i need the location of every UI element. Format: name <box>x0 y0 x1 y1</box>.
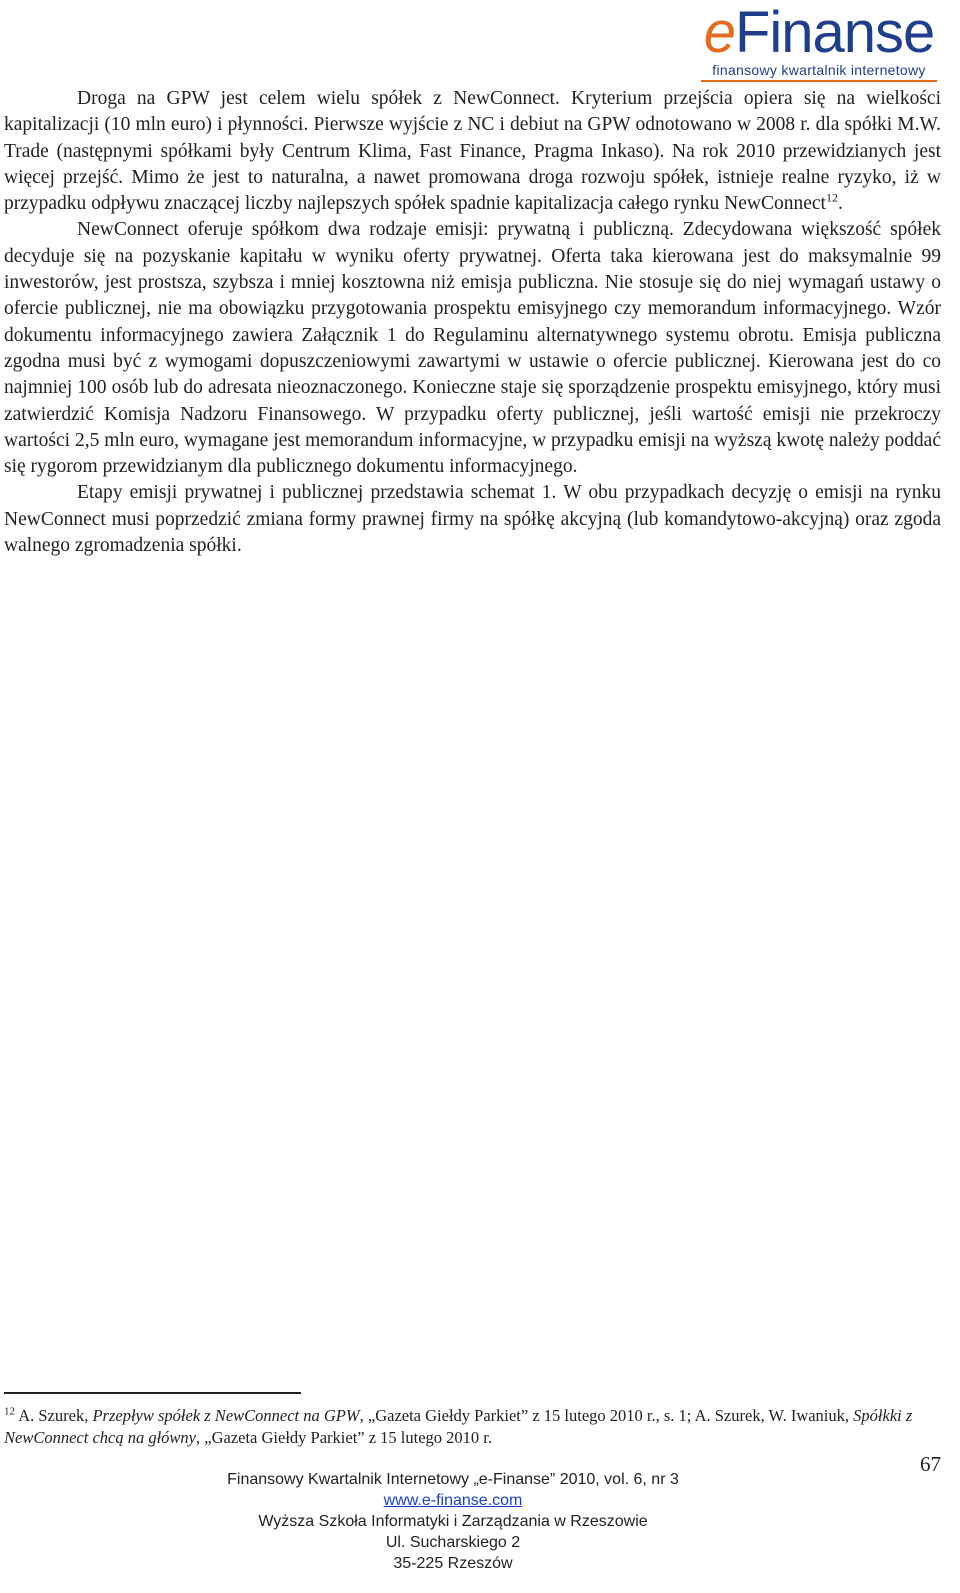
footer-website-link[interactable]: www.e-finanse.com <box>383 1492 523 1509</box>
footnote-source-1: , „Gazeta Giełdy Parkiet” z 15 lutego 2010 r., s. 1; A. Szurek, W. Iwaniuk, <box>359 1406 854 1425</box>
page-footer <box>0 1469 906 1574</box>
logo-underline <box>701 80 937 82</box>
logo-tagline: finansowy kwartalnik internetowy <box>712 62 926 78</box>
footnote-number: 12 <box>4 1405 15 1418</box>
footnote-author-1: A. Szurek, <box>15 1406 93 1425</box>
logo-e-letter: e <box>703 0 735 65</box>
footer-city: 35-225 Rzeszów <box>393 1555 513 1572</box>
footer-street: Ul. Sucharskiego 2 <box>385 1534 521 1551</box>
footer-journal: Finansowy Kwartalnik Internetowy „e-Finanse” 2010, vol. 6, nr 3 <box>227 1471 679 1488</box>
footnote-title-1: Przepływ spółek z NewConnect na GPW <box>92 1406 360 1425</box>
logo-wordmark <box>698 2 940 64</box>
footnote-source-2: , „Gazeta Giełdy Parkiet” z 15 lutego 2010 r. <box>196 1428 493 1447</box>
page-number: 67 <box>920 1452 941 1476</box>
footnote-separator <box>4 1392 301 1394</box>
paragraph-2: NewConnect oferuje spółkom dwa rodzaje emisji: prywatną i publiczną. Zdecydowana większość spółek decyduje się na pozyskanie kapitału w wyniku oferty prywatnej. Oferta taka kierowana jest do maksymalnie 99 inwestorów, jest prostsza, szybsza i mniej kosztowna niż emisja publiczna. Nie stosuje się do niej wymagań ustawy o ofercie publicznej, nie ma obowiązku przygotowania prospektu emisyjnego czy memorandum informacyjnego. Wzór dokumentu informacyjnego zawiera Załącznik 1 do Regulaminu alternatywnego systemu obrotu. Emisja publiczna zgodna musi być z wymogami dopuszczeniowymi zawartymi w ustawie o ofercie publicznej. Kierowana jest do co najmniej 100 osób lub do adresata nieoznaczonego. Konieczne staje się sporządzenie prospektu emisyjnego, który musi zatwierdzić Komisja Nadzoru Finansowego. W przypadku oferty publicznej, jeśli wartość emisji nie przekroczy wartości 2,5 mln euro, wymagane jest memorandum informacyjne, w przypadku emisji na wyższą kwotę należy poddać się rygorom przewidzianym dla publicznego dokumentu informacyjnego. <box>4 219 941 478</box>
logo-finanse-text: Finanse <box>734 0 935 65</box>
paragraph-1-text: Droga na GPW jest celem wielu spółek z NewConnect. Kryterium przejścia opiera się na wielkości kapitalizacji (10 mln euro) i płynności. Pierwsze wyjście z NC i debiut na GPW odnotowano w 2008 r. dla spółki M.W. Trade (następnymi spółkami były Centrum Klima, Fast Finance, Pragma Inkaso). Na rok 2010 przewidzianych jest więcej przejść. Mimo że jest to naturalna, a nawet promowana droga rozwoju spółek, istnieje realne ryzyko, iż w przypadku odpływu znaczącej liczby najlepszych spółek spadnie kapitalizacja całego rynku NewConnect <box>4 88 941 215</box>
paragraph-1-end: . <box>837 193 843 215</box>
efinanse-logo <box>698 2 940 82</box>
footer-school: Wyższa Szkoła Informatyki i Zarządzania w Rzeszowie <box>258 1513 648 1530</box>
article-body <box>4 86 941 559</box>
footnote-title-2: Spółkki z NewConnect chcą na główny <box>4 1406 913 1447</box>
paragraph-3: Etapy emisji prywatnej i publicznej przedstawia schemat 1. W obu przypadkach decyzję o emisji na rynku NewConnect musi poprzedzić zmiana formy prawnej firmy na spółkę akcyjną (lub komandytowo-akcyjną) oraz zgoda walnego zgromadzenia spółki. <box>4 482 941 557</box>
footnote-reference[interactable]: 12 <box>825 190 838 205</box>
paragraph-1 <box>4 86 941 217</box>
footnote-12 <box>4 1405 924 1449</box>
